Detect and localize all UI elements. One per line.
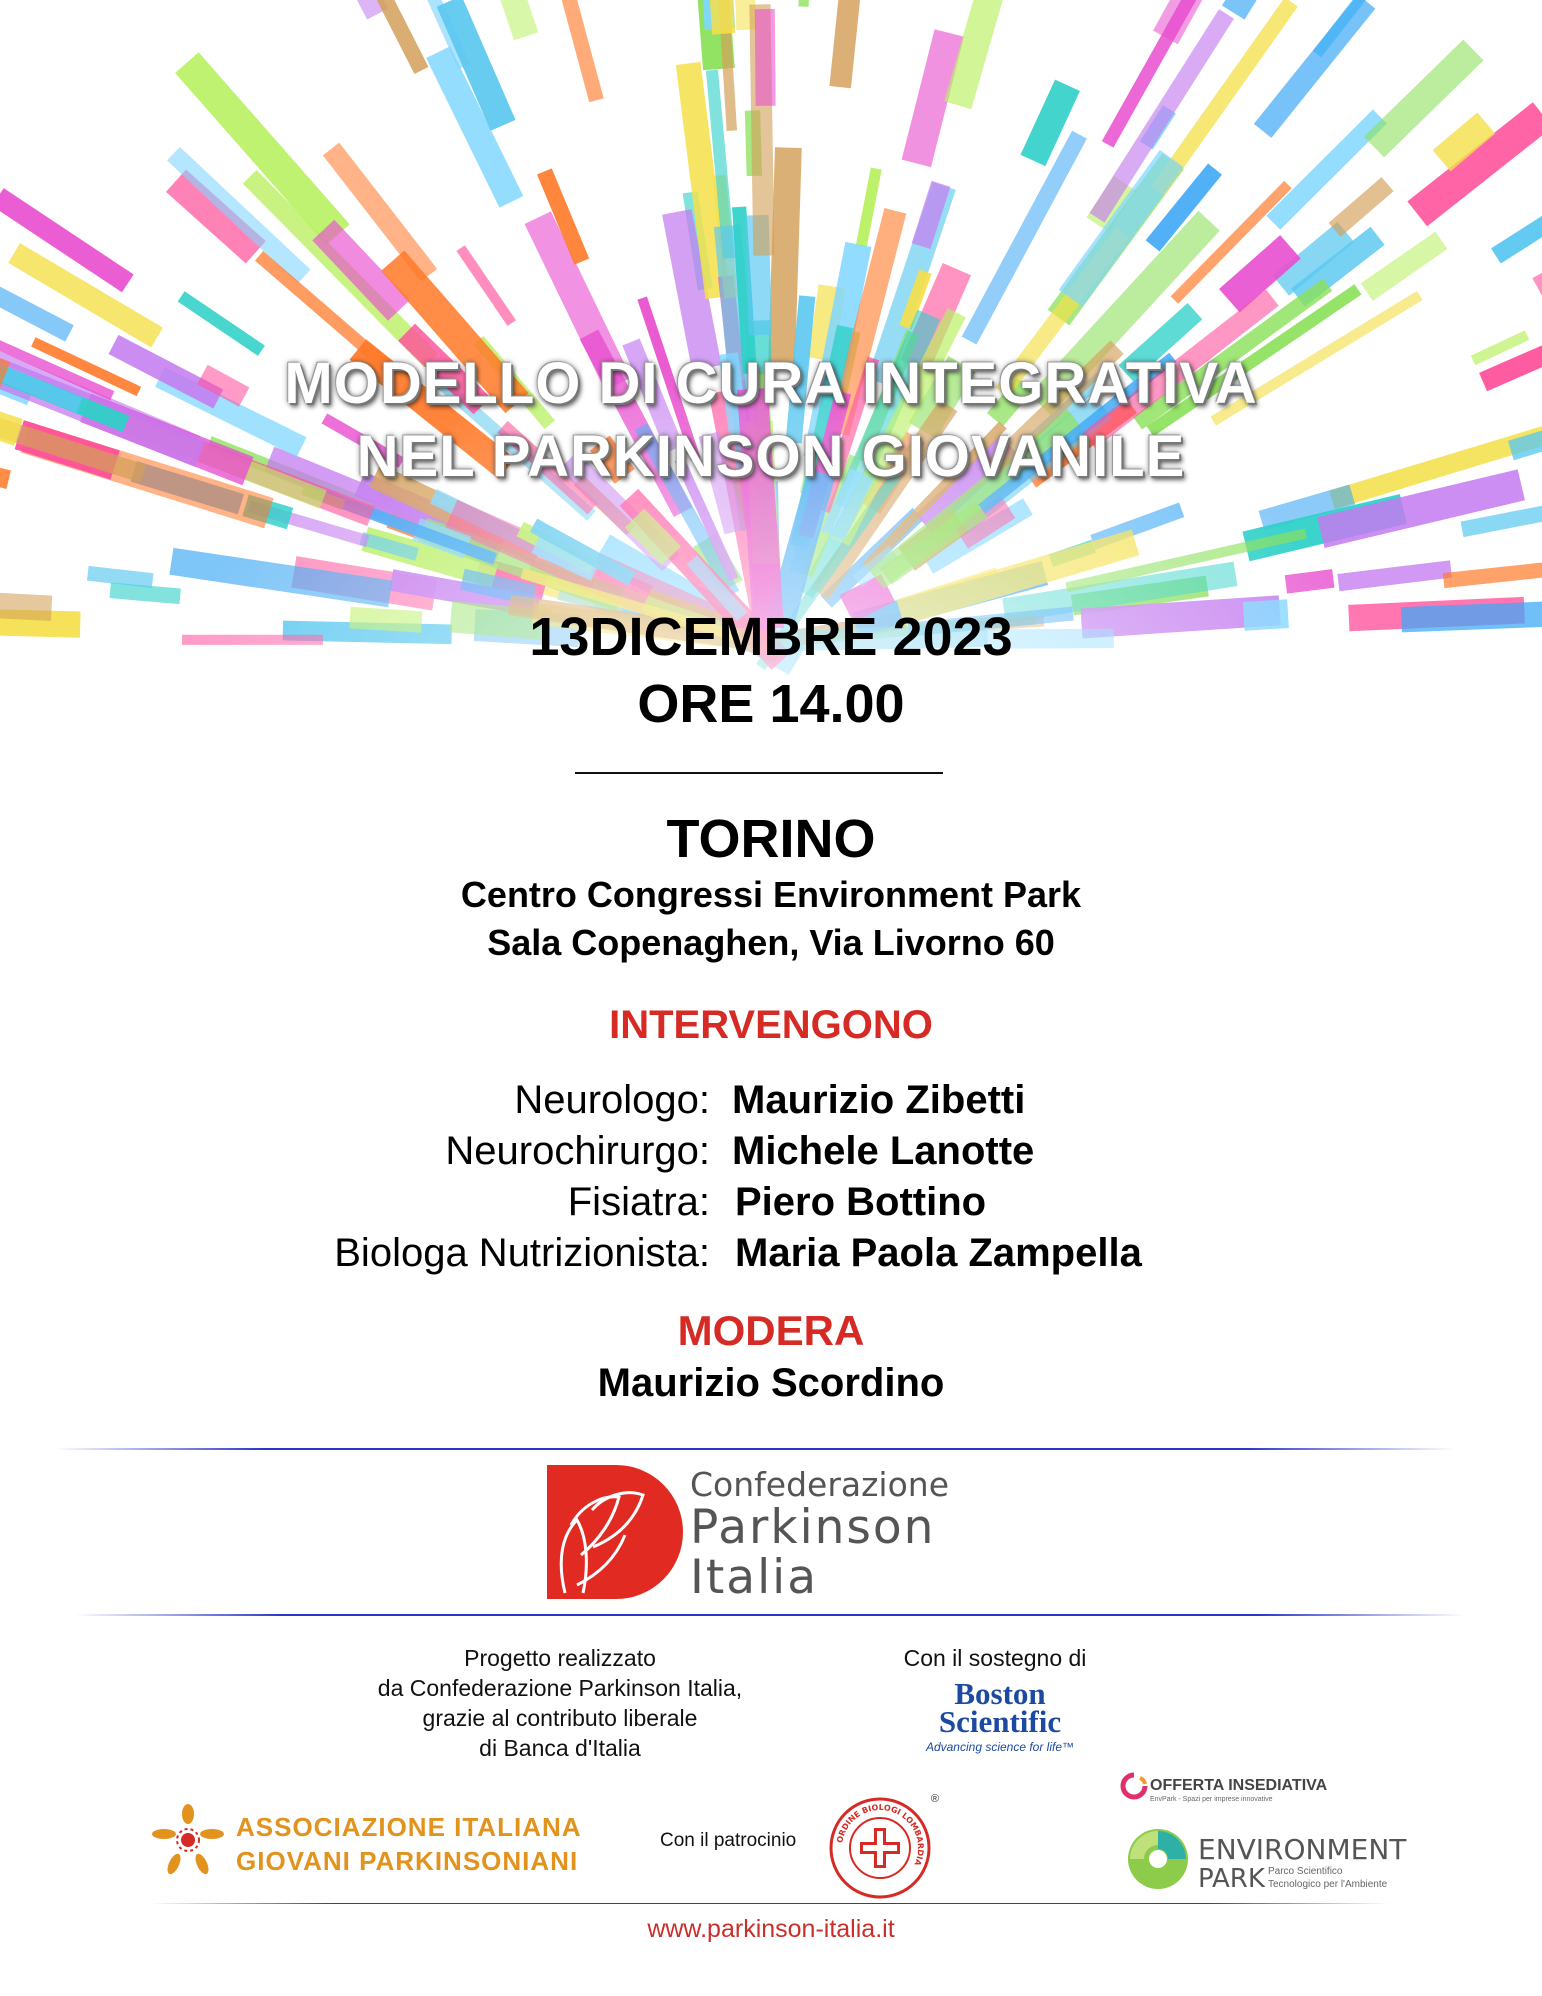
speaker-role: Biologa Nutrizionista: [334, 1231, 710, 1275]
tulip-logo-icon [547, 1465, 683, 1599]
speaker-row [0, 1129, 1542, 1179]
speakers-heading: INTERVENGONO [609, 1003, 933, 1047]
event-title-line1: MODELLO DI CURA INTEGRATIVA [284, 351, 1258, 416]
aigp-line2: GIOVANI PARKINSONIANI [236, 1846, 579, 1876]
org-name-line2: Parkinson [690, 1500, 936, 1555]
boston-logo-line1: Boston [954, 1676, 1046, 1711]
biologi-seal-icon [825, 1793, 939, 1903]
seal-ring-text: ORDINE BIOLOGI LOMBARDIA [835, 1802, 926, 1867]
divider [75, 1614, 1465, 1616]
speaker-role: Neurologo: [514, 1078, 710, 1122]
project-line1: Progetto realizzato [464, 1645, 656, 1671]
event-time: ORE 14.00 [637, 674, 905, 734]
venue-address: Sala Copenaghen, Via Livorno 60 [487, 922, 1055, 963]
project-line3: grazie al contributo liberale [422, 1705, 698, 1731]
speaker-name: Piero Bottino [735, 1180, 987, 1224]
boston-tagline: Advancing science for life™ [925, 1739, 1075, 1754]
speaker-row [0, 1180, 1542, 1230]
offerta-title: OFFERTA INSEDIATIVA [1150, 1777, 1328, 1794]
divider [575, 772, 943, 774]
project-line2: da Confederazione Parkinson Italia, [377, 1675, 743, 1701]
speaker-role: Fisiatra: [567, 1180, 710, 1224]
aigp-line1: ASSOCIAZIONE ITALIANA [236, 1812, 582, 1842]
org-name-line3: Italia [690, 1550, 819, 1605]
event-city: TORINO [666, 809, 876, 869]
event-title-line2: NEL PARKINSON GIOVANILE [356, 424, 1186, 489]
boston-scientific-logo [920, 1676, 1080, 1754]
moderator-heading: MODERA [677, 1307, 865, 1354]
org-name-line1: Confederazione [690, 1465, 950, 1504]
seal-registered-mark: ® [930, 1793, 939, 1805]
moderator-name: Maurizio Scordino [597, 1361, 945, 1405]
envpark-line1: ENVIRONMENT [1198, 1833, 1407, 1866]
website-link[interactable]: www.parkinson-italia.it [647, 1915, 895, 1943]
venue-name: Centro Congressi Environment Park [460, 874, 1082, 915]
speaker-name: Maurizio Zibetti [732, 1078, 1026, 1122]
aigp-flower-icon [150, 1800, 226, 1880]
envpark-line2: PARK [1198, 1864, 1265, 1894]
offerta-swirl-icon [1120, 1772, 1148, 1800]
speaker-row [0, 1231, 1542, 1281]
divider [55, 1448, 1455, 1450]
project-line4: di Banca d'Italia [479, 1735, 641, 1761]
event-date: 13DICEMBRE 2023 [529, 607, 1013, 667]
patronage-label: Con il patrocinio [660, 1830, 797, 1851]
speaker-name: Maria Paola Zampella [735, 1231, 1142, 1275]
envpark-subtitle2: Tecnologico per l'Ambiente [1268, 1879, 1388, 1890]
envpark-swirl-icon [1124, 1825, 1192, 1893]
envpark-subtitle1: Parco Scientifico [1268, 1866, 1343, 1877]
speaker-name: Michele Lanotte [732, 1129, 1035, 1173]
sponsor-label: Con il sostegno di [903, 1645, 1087, 1671]
boston-logo-line2: Scientific [938, 1703, 1062, 1739]
speaker-role: Neurochirurgo: [445, 1129, 710, 1173]
speaker-row [0, 1078, 1542, 1128]
offerta-subtitle: EnvPark - Spazi per imprese innovative [1150, 1796, 1273, 1803]
divider [150, 1903, 1390, 1904]
